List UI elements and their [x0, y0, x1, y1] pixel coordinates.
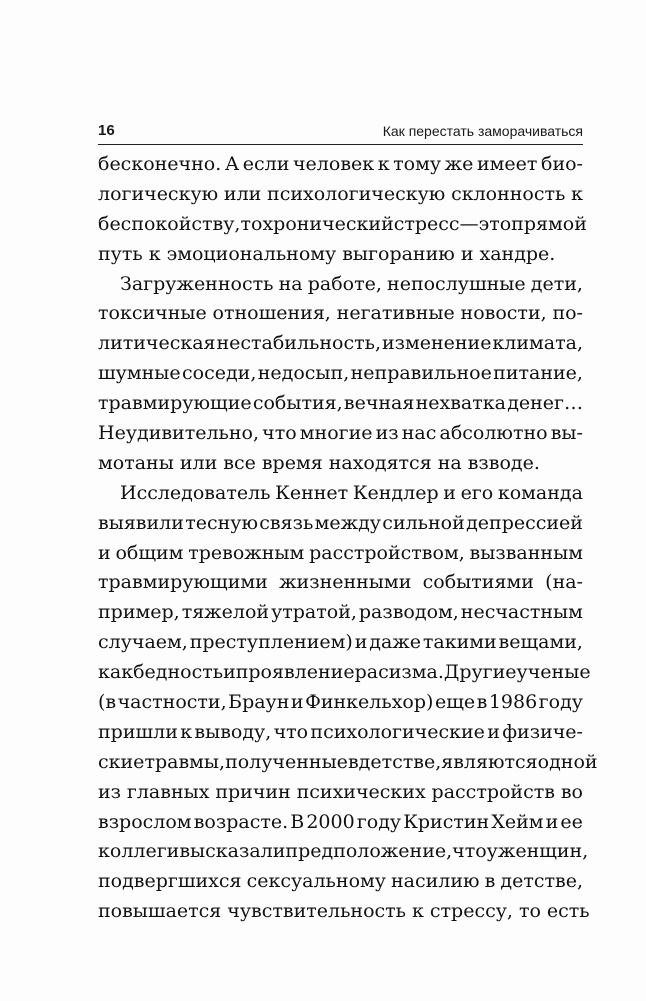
text-line: травмирующие события, вечная нехватка денег… — [98, 392, 583, 415]
text-line: повышается чувствительность к стрессу, то есть — [98, 900, 590, 923]
text-line: как бедность и проявление расизма. Другие ученые — [98, 661, 591, 684]
text-line: и общим тревожным расстройством, вызванным — [98, 541, 583, 564]
text-line: бесконечно. А если человек к тому же имеет био- — [98, 153, 583, 175]
text-line: токсичные отношения, негативные новости, по- — [98, 302, 583, 325]
text-line: логическую или психологическую склонность к — [98, 182, 583, 205]
paragraph — [98, 270, 583, 479]
text-line: Исследователь Кеннет Кендлер и его команда — [120, 481, 583, 504]
text-line: травмирующими жизненными событиями (на- — [98, 571, 583, 594]
text-line: шумные соседи, недосып, неправильное питание, — [98, 362, 583, 385]
paragraph — [98, 479, 598, 927]
text-line: коллеги высказали предположение, что у женщин, — [98, 840, 589, 863]
text-line: подвергшихся сексуальному насилию в детстве, — [98, 870, 583, 893]
paragraph — [98, 150, 587, 270]
text-line: (в частности, Браун и Финкельхор) еще в 1986 году — [98, 691, 583, 714]
text-line: выявили тесную связь между сильной депрессией — [98, 511, 583, 534]
page-number: 16 — [98, 122, 115, 139]
text-line: взрослом возрасте. В 2000 году Кристин Хейм и ее — [98, 810, 583, 833]
text-line: случаем, преступлением) и даже такими вещами, — [98, 631, 583, 654]
text-line: Загруженность на работе, непослушные дети, — [120, 272, 583, 295]
text-line: мотаны или все время находятся на взводе. — [98, 451, 540, 474]
body-text — [98, 150, 598, 927]
text-line: беспокойству, то хронический стресс — это прямой — [98, 212, 587, 235]
text-line: литическая нестабильность, изменение климата, — [98, 332, 583, 355]
running-head — [98, 118, 583, 145]
text-line: ские травмы, полученные в детстве, являются одной — [98, 750, 598, 773]
text-line: пришли к выводу, что психологические и физиче- — [98, 720, 583, 743]
book-title: Как перестать заморачиваться — [382, 123, 583, 139]
text-line: пример, тяжелой утратой, разводом, несчастным — [98, 601, 583, 624]
text-line: из главных причин психических расстройств во — [98, 780, 583, 803]
text-line: Неудивительно, что многие из нас абсолютно вы- — [98, 422, 583, 445]
text-line: путь к эмоциональному выгоранию и хандре. — [98, 242, 556, 265]
